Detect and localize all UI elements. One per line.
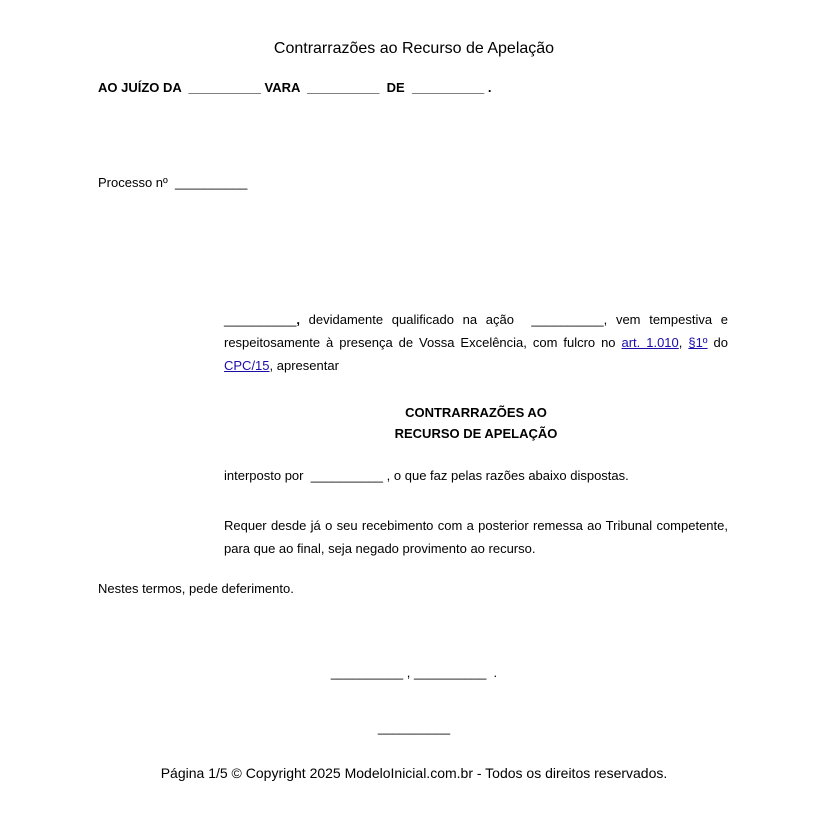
date-blank: __________: [414, 665, 487, 680]
place-date-line: [0, 665, 828, 680]
intro-comma: ,: [296, 312, 300, 327]
intro-text-2: , vem tempestiva e respeitosamente à presença de Vossa Excelência, com fulcro no: [224, 312, 728, 350]
heading-blank-court: __________: [188, 80, 261, 95]
place-date-end: .: [493, 665, 498, 680]
heading-prefix: AO JUÍZO DA: [98, 80, 182, 95]
heading-blank-city: __________: [411, 80, 485, 95]
process-label: Processo nº: [98, 175, 168, 190]
link-cpc-15[interactable]: CPC/15: [224, 358, 270, 373]
heading-vara: VARA: [264, 80, 300, 95]
place-blank: __________: [330, 665, 404, 680]
intro-text-4: , apresentar: [269, 358, 339, 373]
appellant-blank: __________: [310, 468, 384, 483]
document-title: Contrarrazões ao Recurso de Apelação: [273, 40, 555, 57]
link-art-1010[interactable]: art. 1.010: [621, 335, 679, 350]
process-blank: __________: [175, 175, 248, 190]
interposto-paragraph: [224, 464, 728, 487]
interposto-text-1: interposto por: [224, 468, 304, 483]
intro-paragraph: [224, 308, 728, 377]
heading-end: .: [487, 80, 492, 95]
link-paragraph-1[interactable]: §1º: [688, 335, 708, 350]
intro-text-3: do: [713, 335, 728, 350]
heading-de: DE: [386, 80, 405, 95]
closing-line: Nestes termos, pede deferimento.: [98, 581, 294, 596]
place-date-sep: ,: [406, 665, 411, 680]
interposto-text-2: , o que faz pelas razões abaixo dispostas.: [386, 468, 629, 483]
process-number-line: [98, 175, 247, 190]
signature-line: __________: [377, 720, 451, 735]
requer-paragraph: Requer desde já o seu recebimento com a posterior remessa ao Tribunal competente, para que ao final, seja negado provimento ao recurso.: [224, 518, 728, 556]
party-blank: __________: [224, 312, 297, 327]
section-title-line-1: CONTRARRAZÕES AO: [405, 405, 547, 420]
section-title: [224, 402, 728, 444]
action-blank: __________: [531, 312, 604, 327]
page-footer: Página 1/5 © Copyright 2025 ModeloInicial.com.br - Todos os direitos reservados.: [160, 765, 668, 781]
court-heading: [98, 80, 492, 95]
section-title-line-2: RECURSO DE APELAÇÃO: [394, 426, 558, 441]
heading-blank-vara: __________: [307, 80, 380, 95]
intro-sep: ,: [678, 335, 683, 350]
intro-text-1: devidamente qualificado na ação: [308, 312, 514, 327]
